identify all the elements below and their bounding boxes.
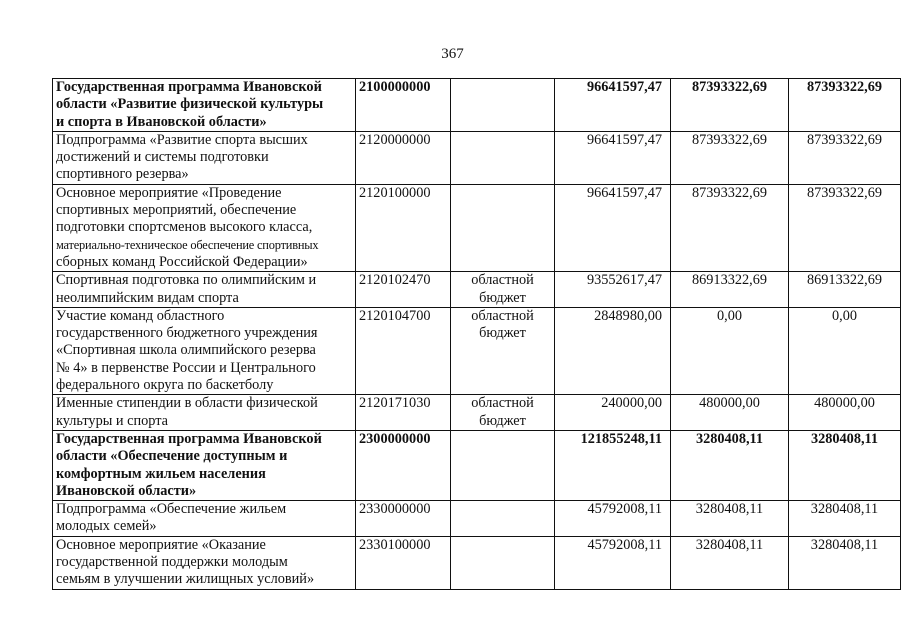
row-code-cell: 2120102470	[356, 272, 451, 308]
row-amount-2-cell: 3280408,11	[671, 430, 789, 500]
row-amount-3-cell: 0,00	[789, 307, 901, 394]
row-amount-3-cell: 480000,00	[789, 395, 901, 431]
row-amount-2-cell: 87393322,69	[671, 184, 789, 271]
row-source-line: бюджет	[479, 412, 526, 429]
row-name-line: Основное мероприятие «Оказание	[56, 536, 266, 553]
row-name-line: Именные стипендии в области физической	[56, 395, 318, 412]
row-name-line: комфортным жильем населения	[56, 465, 266, 482]
table-row	[53, 430, 901, 500]
row-source-cell	[451, 131, 555, 184]
row-amount-1-cell: 240000,00	[555, 395, 671, 431]
row-name-line: достижений и системы подготовки	[56, 149, 269, 166]
row-amount-2-cell: 3280408,11	[671, 536, 789, 589]
row-amount-3-cell: 86913322,69	[789, 272, 901, 308]
row-amount-1-cell: 45792008,11	[555, 501, 671, 537]
row-amount-1-cell: 45792008,11	[555, 536, 671, 589]
row-name-line: Спортивная подготовка по олимпийским и	[56, 272, 317, 289]
budget-table	[52, 78, 901, 590]
row-name-line: государственной поддержки молодым	[56, 554, 288, 571]
row-name-line: Подпрограмма «Развитие спорта высших	[56, 131, 308, 148]
budget-table-body	[53, 79, 901, 590]
row-name-line: сборных команд Российской Федерации»	[56, 253, 308, 270]
row-name-line: спортивных мероприятий, обеспечение	[56, 202, 297, 219]
row-source-cell	[451, 430, 555, 500]
row-amount-2-cell: 86913322,69	[671, 272, 789, 308]
row-source-cell	[451, 395, 555, 431]
table-row	[53, 184, 901, 271]
row-name-line: «Спортивная школа олимпийского резерва	[56, 342, 316, 359]
row-source-cell	[451, 501, 555, 537]
row-code-cell: 2120100000	[356, 184, 451, 271]
row-source-line: бюджет	[479, 289, 526, 306]
row-code-cell: 2120171030	[356, 395, 451, 431]
row-source-cell	[451, 79, 555, 132]
row-source-cell	[451, 272, 555, 308]
row-source-line: областной	[471, 307, 534, 324]
row-name-line: государственного бюджетного учреждения	[56, 325, 318, 342]
row-amount-1-cell: 2848980,00	[555, 307, 671, 394]
row-code-cell: 2120104700	[356, 307, 451, 394]
table-row	[53, 536, 901, 589]
row-name-line: области «Обеспечение доступным и	[56, 448, 288, 465]
row-name-line: Государственная программа Ивановской	[56, 430, 322, 447]
row-amount-3-cell: 87393322,69	[789, 79, 901, 132]
row-amount-2-cell: 87393322,69	[671, 131, 789, 184]
table-row	[53, 131, 901, 184]
row-source-line: областной	[471, 395, 534, 412]
row-source-line: областной	[471, 272, 534, 289]
row-amount-1-cell: 96641597,47	[555, 184, 671, 271]
row-name-line: Ивановской области»	[56, 482, 197, 499]
table-row	[53, 79, 901, 132]
page-number: 367	[441, 46, 464, 62]
row-code-cell: 2100000000	[356, 79, 451, 132]
row-amount-1-cell: 96641597,47	[555, 79, 671, 132]
row-name-cell	[53, 79, 356, 132]
row-name-line: неолимпийским видам спорта	[56, 289, 239, 306]
row-code-cell: 2330100000	[356, 536, 451, 589]
row-name-cell	[53, 272, 356, 308]
row-amount-2-cell: 480000,00	[671, 395, 789, 431]
row-name-line: Основное мероприятие «Проведение	[56, 184, 282, 201]
row-name-cell	[53, 395, 356, 431]
row-amount-2-cell: 0,00	[671, 307, 789, 394]
row-amount-1-cell: 121855248,11	[555, 430, 671, 500]
row-amount-3-cell: 87393322,69	[789, 184, 901, 271]
row-source-line: бюджет	[479, 325, 526, 342]
row-name-line: семьям в улучшении жилищных условий»	[56, 571, 315, 588]
row-name-line: и спорта в Ивановской области»	[56, 113, 267, 130]
table-row	[53, 272, 901, 308]
row-name-cell	[53, 307, 356, 394]
row-code-cell: 2120000000	[356, 131, 451, 184]
row-amount-2-cell: 87393322,69	[671, 79, 789, 132]
row-code-cell: 2300000000	[356, 430, 451, 500]
row-name-cell	[53, 430, 356, 500]
row-amount-3-cell: 3280408,11	[789, 536, 901, 589]
row-name-line: № 4» в первенстве России и Центрального	[56, 359, 316, 376]
row-name-line: Участие команд областного	[56, 307, 225, 324]
row-source-cell	[451, 307, 555, 394]
row-source-cell	[451, 184, 555, 271]
row-name-line: культуры и спорта	[56, 412, 169, 429]
row-amount-3-cell: 3280408,11	[789, 430, 901, 500]
row-source-cell	[451, 536, 555, 589]
table-row	[53, 395, 901, 431]
table-row	[53, 307, 901, 394]
row-name-cell	[53, 184, 356, 271]
row-name-line: Подпрограмма «Обеспечение жильем	[56, 501, 287, 518]
row-amount-1-cell: 96641597,47	[555, 131, 671, 184]
row-name-cell	[53, 536, 356, 589]
row-name-line: федерального округа по баскетболу	[56, 377, 274, 394]
row-name-cell	[53, 131, 356, 184]
row-amount-3-cell: 87393322,69	[789, 131, 901, 184]
table-row	[53, 501, 901, 537]
row-name-line: молодых семей»	[56, 518, 157, 535]
row-amount-3-cell: 3280408,11	[789, 501, 901, 537]
row-name-line: спортивного резерва»	[56, 166, 189, 183]
row-name-line: материально-техническое обеспечение спортивных	[56, 237, 319, 252]
row-name-line: подготовки спортсменов высокого класса,	[56, 219, 313, 236]
row-code-cell: 2330000000	[356, 501, 451, 537]
row-amount-1-cell: 93552617,47	[555, 272, 671, 308]
row-name-cell	[53, 501, 356, 537]
row-amount-2-cell: 3280408,11	[671, 501, 789, 537]
row-name-line: области «Развитие физической культуры	[56, 96, 324, 113]
row-name-line: Государственная программа Ивановской	[56, 79, 322, 95]
